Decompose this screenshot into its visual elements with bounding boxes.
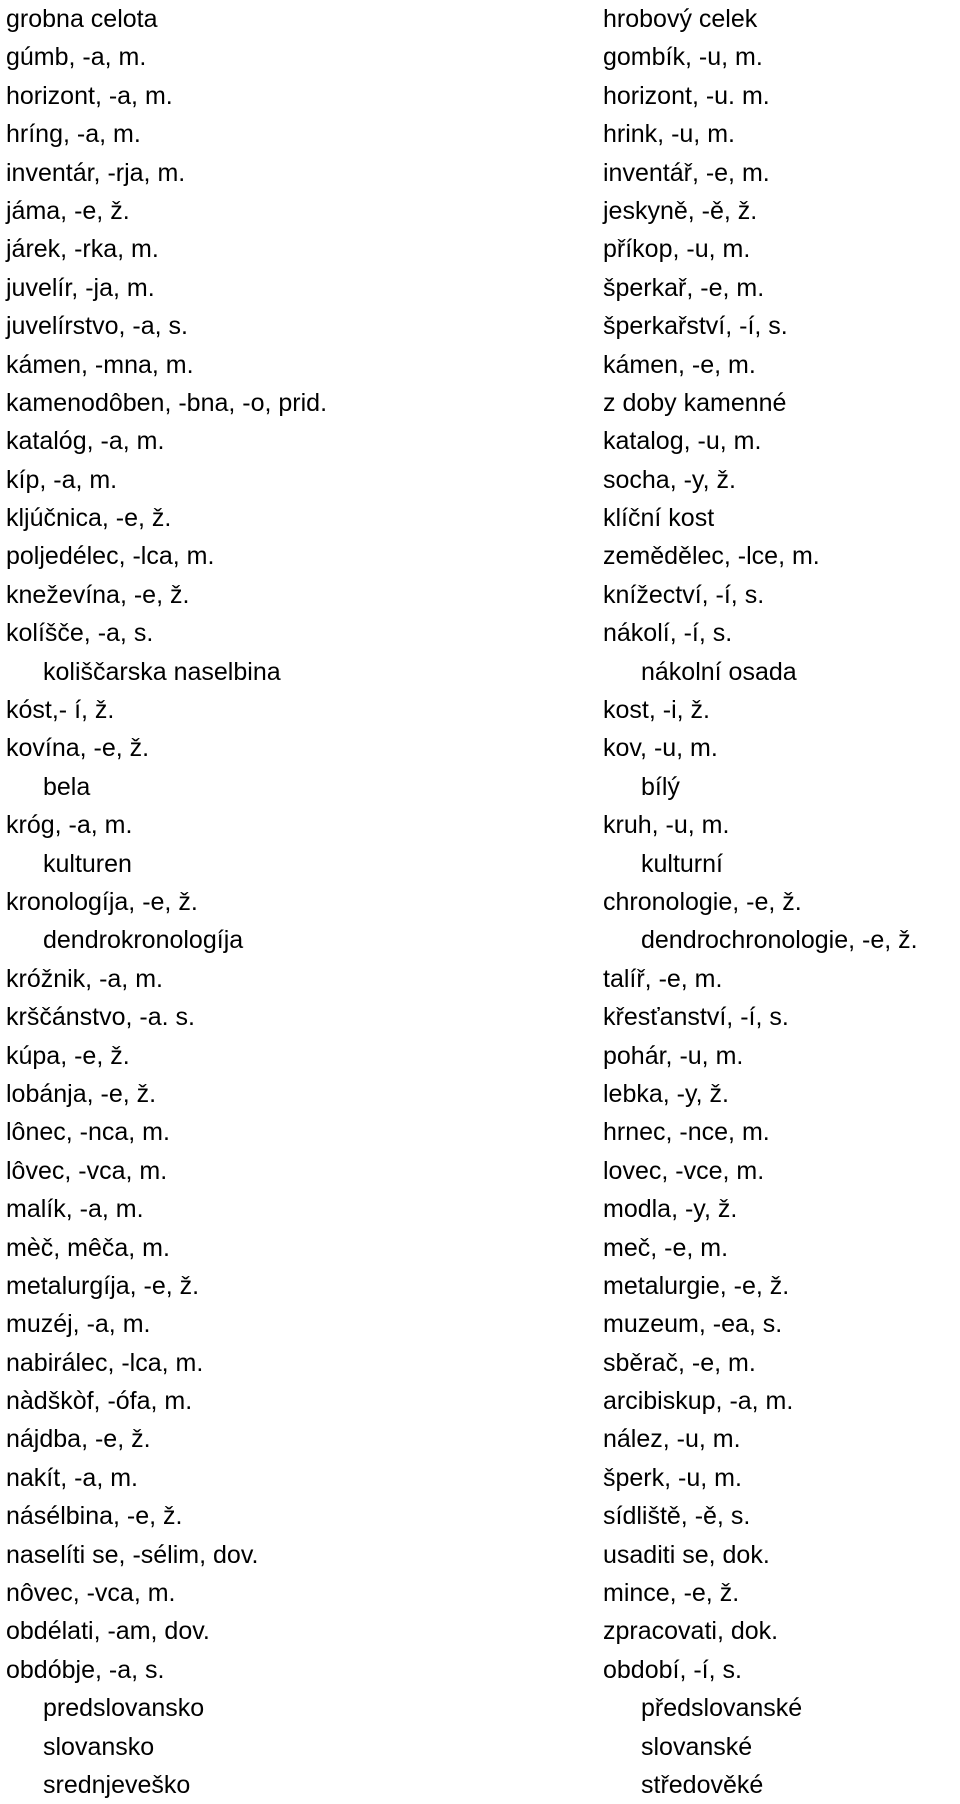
czech-term: muzeum, -ea, s. — [603, 1310, 783, 1339]
glossary-row — [0, 1536, 960, 1574]
czech-term: modla, -y, ž. — [603, 1195, 738, 1224]
czech-term: knížectví, -í, s. — [603, 580, 765, 609]
slovenian-term: koliščarska naselbina — [43, 657, 281, 686]
glossary-row — [0, 384, 960, 422]
slovenian-term: kúpa, -e, ž. — [6, 1041, 130, 1070]
glossary-row — [0, 960, 960, 998]
slovenian-term: naselíti se, -sélim, dov. — [6, 1540, 259, 1569]
czech-term: lovec, -vce, m. — [603, 1156, 765, 1185]
glossary-row — [0, 1190, 960, 1228]
czech-term: hrobový celek — [603, 5, 758, 33]
czech-term: inventář, -e, m. — [603, 158, 770, 187]
slovenian-term: nàdškòf, -ófa, m. — [6, 1387, 193, 1416]
glossary-row — [0, 0, 960, 38]
glossary-row — [0, 1497, 960, 1535]
czech-term: z doby kamenné — [603, 388, 787, 417]
glossary-row — [0, 154, 960, 192]
slovenian-term: nôvec, -vca, m. — [6, 1579, 176, 1608]
slovenian-term: kljúčnica, -e, ž. — [6, 504, 172, 533]
glossary-row — [0, 269, 960, 307]
glossary-row — [0, 307, 960, 345]
glossary-row — [0, 38, 960, 76]
czech-term: lebka, -y, ž. — [603, 1079, 729, 1108]
czech-term: kov, -u, m. — [603, 734, 718, 763]
slovenian-term: obdóbje, -a, s. — [6, 1655, 165, 1684]
slovenian-term: dendrokronologíja — [43, 926, 244, 955]
czech-term: socha, -y, ž. — [603, 465, 736, 494]
czech-term: horizont, -u. m. — [603, 81, 770, 110]
glossary-row — [0, 1382, 960, 1420]
slovenian-term: kronologíja, -e, ž. — [6, 887, 198, 916]
slovenian-term: katalóg, -a, m. — [6, 427, 165, 456]
slovenian-term: juvelír, -ja, m. — [6, 273, 155, 302]
czech-term: období, -í, s. — [603, 1655, 742, 1684]
glossary-row — [0, 192, 960, 230]
glossary-row — [0, 1305, 960, 1343]
czech-term: talíř, -e, m. — [603, 964, 723, 993]
glossary-row — [0, 1267, 960, 1305]
slovenian-term: lôvec, -vca, m. — [6, 1156, 168, 1185]
slovenian-term: obdélati, -am, dov. — [6, 1617, 210, 1646]
slovenian-term: slovansko — [43, 1732, 155, 1761]
czech-term: zemědělec, -lce, m. — [603, 542, 820, 571]
czech-term: jeskyně, -ě, ž. — [603, 196, 758, 225]
glossary-row — [0, 614, 960, 652]
czech-term: chronologie, -e, ž. — [603, 887, 802, 916]
slovenian-term: malík, -a, m. — [6, 1195, 144, 1224]
slovenian-term: kovína, -e, ž. — [6, 734, 150, 763]
czech-term: kámen, -e, m. — [603, 350, 756, 379]
czech-term: sídliště, -ě, s. — [603, 1502, 751, 1531]
glossary-row — [0, 1459, 960, 1497]
czech-term: kost, -i, ž. — [603, 696, 710, 725]
glossary-row — [0, 1229, 960, 1267]
glossary-row — [0, 1689, 960, 1727]
czech-term: usaditi se, dok. — [603, 1540, 770, 1569]
czech-term: nákolní osada — [641, 657, 797, 686]
glossary-row — [0, 1420, 960, 1458]
slovenian-term: kneževína, -e, ž. — [6, 580, 190, 609]
glossary-row — [0, 729, 960, 767]
czech-term: šperkařství, -í, s. — [603, 312, 788, 341]
czech-term: nález, -u, m. — [603, 1425, 741, 1454]
czech-term: meč, -e, m. — [603, 1233, 729, 1262]
glossary-row — [0, 230, 960, 268]
slovenian-term: grobna celota — [6, 5, 158, 33]
czech-term: šperkař, -e, m. — [603, 273, 765, 302]
slovenian-term: kóst,- í, ž. — [6, 696, 115, 725]
slovenian-term: jáma, -e, ž. — [6, 196, 130, 225]
slovenian-term: násélbina, -e, ž. — [6, 1502, 183, 1531]
czech-term: dendrochronologie, -e, ž. — [641, 926, 918, 955]
slovenian-term: króg, -a, m. — [6, 811, 133, 840]
czech-term: příkop, -u, m. — [603, 235, 751, 264]
slovenian-term: kolíšče, -a, s. — [6, 619, 154, 648]
czech-term: středověké — [641, 1770, 764, 1799]
czech-term: slovanské — [641, 1732, 753, 1761]
slovenian-term: kulturen — [43, 849, 132, 878]
czech-term: kruh, -u, m. — [603, 811, 730, 840]
glossary-row — [0, 1344, 960, 1382]
czech-term: sběrač, -e, m. — [603, 1348, 756, 1377]
glossary-row — [0, 653, 960, 691]
czech-term: předslovanské — [641, 1694, 803, 1723]
glossary-row — [0, 115, 960, 153]
slovenian-term: muzéj, -a, m. — [6, 1310, 151, 1339]
glossary-row — [0, 1152, 960, 1190]
slovenian-term: horizont, -a, m. — [6, 81, 173, 110]
czech-term: pohár, -u, m. — [603, 1041, 744, 1070]
czech-term: šperk, -u, m. — [603, 1463, 742, 1492]
czech-term: gombík, -u, m. — [603, 43, 763, 72]
glossary-row — [0, 1766, 960, 1804]
glossary-row — [0, 691, 960, 729]
glossary-row — [0, 921, 960, 959]
glossary-row — [0, 845, 960, 883]
glossary-row — [0, 537, 960, 575]
slovenian-term: nakít, -a, m. — [6, 1463, 138, 1492]
slovenian-term: predslovansko — [43, 1694, 205, 1723]
glossary-row — [0, 768, 960, 806]
slovenian-term: inventár, -rja, m. — [6, 158, 186, 187]
glossary-row — [0, 1612, 960, 1650]
glossary-row — [0, 883, 960, 921]
czech-term: kulturní — [641, 849, 723, 878]
glossary-row — [0, 461, 960, 499]
glossary-row — [0, 1651, 960, 1689]
slovenian-term: lônec, -nca, m. — [6, 1118, 170, 1147]
slovenian-term: kamenodôben, -bna, -o, prid. — [6, 388, 328, 417]
glossary-row — [0, 77, 960, 115]
glossary-row — [0, 576, 960, 614]
czech-term: mince, -e, ž. — [603, 1579, 740, 1608]
czech-term: nákolí, -í, s. — [603, 619, 733, 648]
slovenian-term: hríng, -a, m. — [6, 120, 141, 149]
slovenian-term: nabirálec, -lca, m. — [6, 1348, 204, 1377]
glossary-row — [0, 346, 960, 384]
slovenian-term: mèč, mêča, m. — [6, 1233, 170, 1262]
slovenian-term: kíp, -a, m. — [6, 465, 118, 494]
slovenian-term: metalurgíja, -e, ž. — [6, 1271, 200, 1300]
slovenian-term: kámen, -mna, m. — [6, 350, 194, 379]
glossary-row — [0, 1574, 960, 1612]
slovenian-term: srednjeveško — [43, 1770, 191, 1799]
slovenian-term: króžnik, -a, m. — [6, 964, 163, 993]
glossary-row — [0, 422, 960, 460]
czech-term: zpracovati, dok. — [603, 1617, 779, 1646]
slovenian-term: járek, -rka, m. — [6, 235, 159, 264]
czech-term: klíční kost — [603, 504, 715, 533]
czech-term: hrnec, -nce, m. — [603, 1118, 770, 1147]
czech-term: arcibiskup, -a, m. — [603, 1387, 794, 1416]
czech-term: katalog, -u, m. — [603, 427, 762, 456]
czech-term: křesťanství, -í, s. — [603, 1003, 789, 1032]
glossary-row — [0, 1728, 960, 1766]
slovenian-term: juvelírstvo, -a, s. — [6, 312, 188, 341]
slovenian-term: krščánstvo, -a. s. — [6, 1003, 195, 1032]
slovenian-term: gúmb, -a, m. — [6, 43, 147, 72]
glossary-row — [0, 1075, 960, 1113]
glossary-row — [0, 806, 960, 844]
slovenian-term: poljedélec, -lca, m. — [6, 542, 215, 571]
glossary-row — [0, 998, 960, 1036]
slovenian-term: bela — [43, 772, 91, 801]
czech-term: metalurgie, -e, ž. — [603, 1271, 790, 1300]
czech-term: bílý — [641, 772, 680, 801]
glossary-row — [0, 499, 960, 537]
slovenian-term: nájdba, -e, ž. — [6, 1425, 151, 1454]
glossary-row — [0, 1037, 960, 1075]
slovenian-term: lobánja, -e, ž. — [6, 1079, 157, 1108]
glossary-row — [0, 1113, 960, 1151]
czech-term: hrink, -u, m. — [603, 120, 735, 149]
